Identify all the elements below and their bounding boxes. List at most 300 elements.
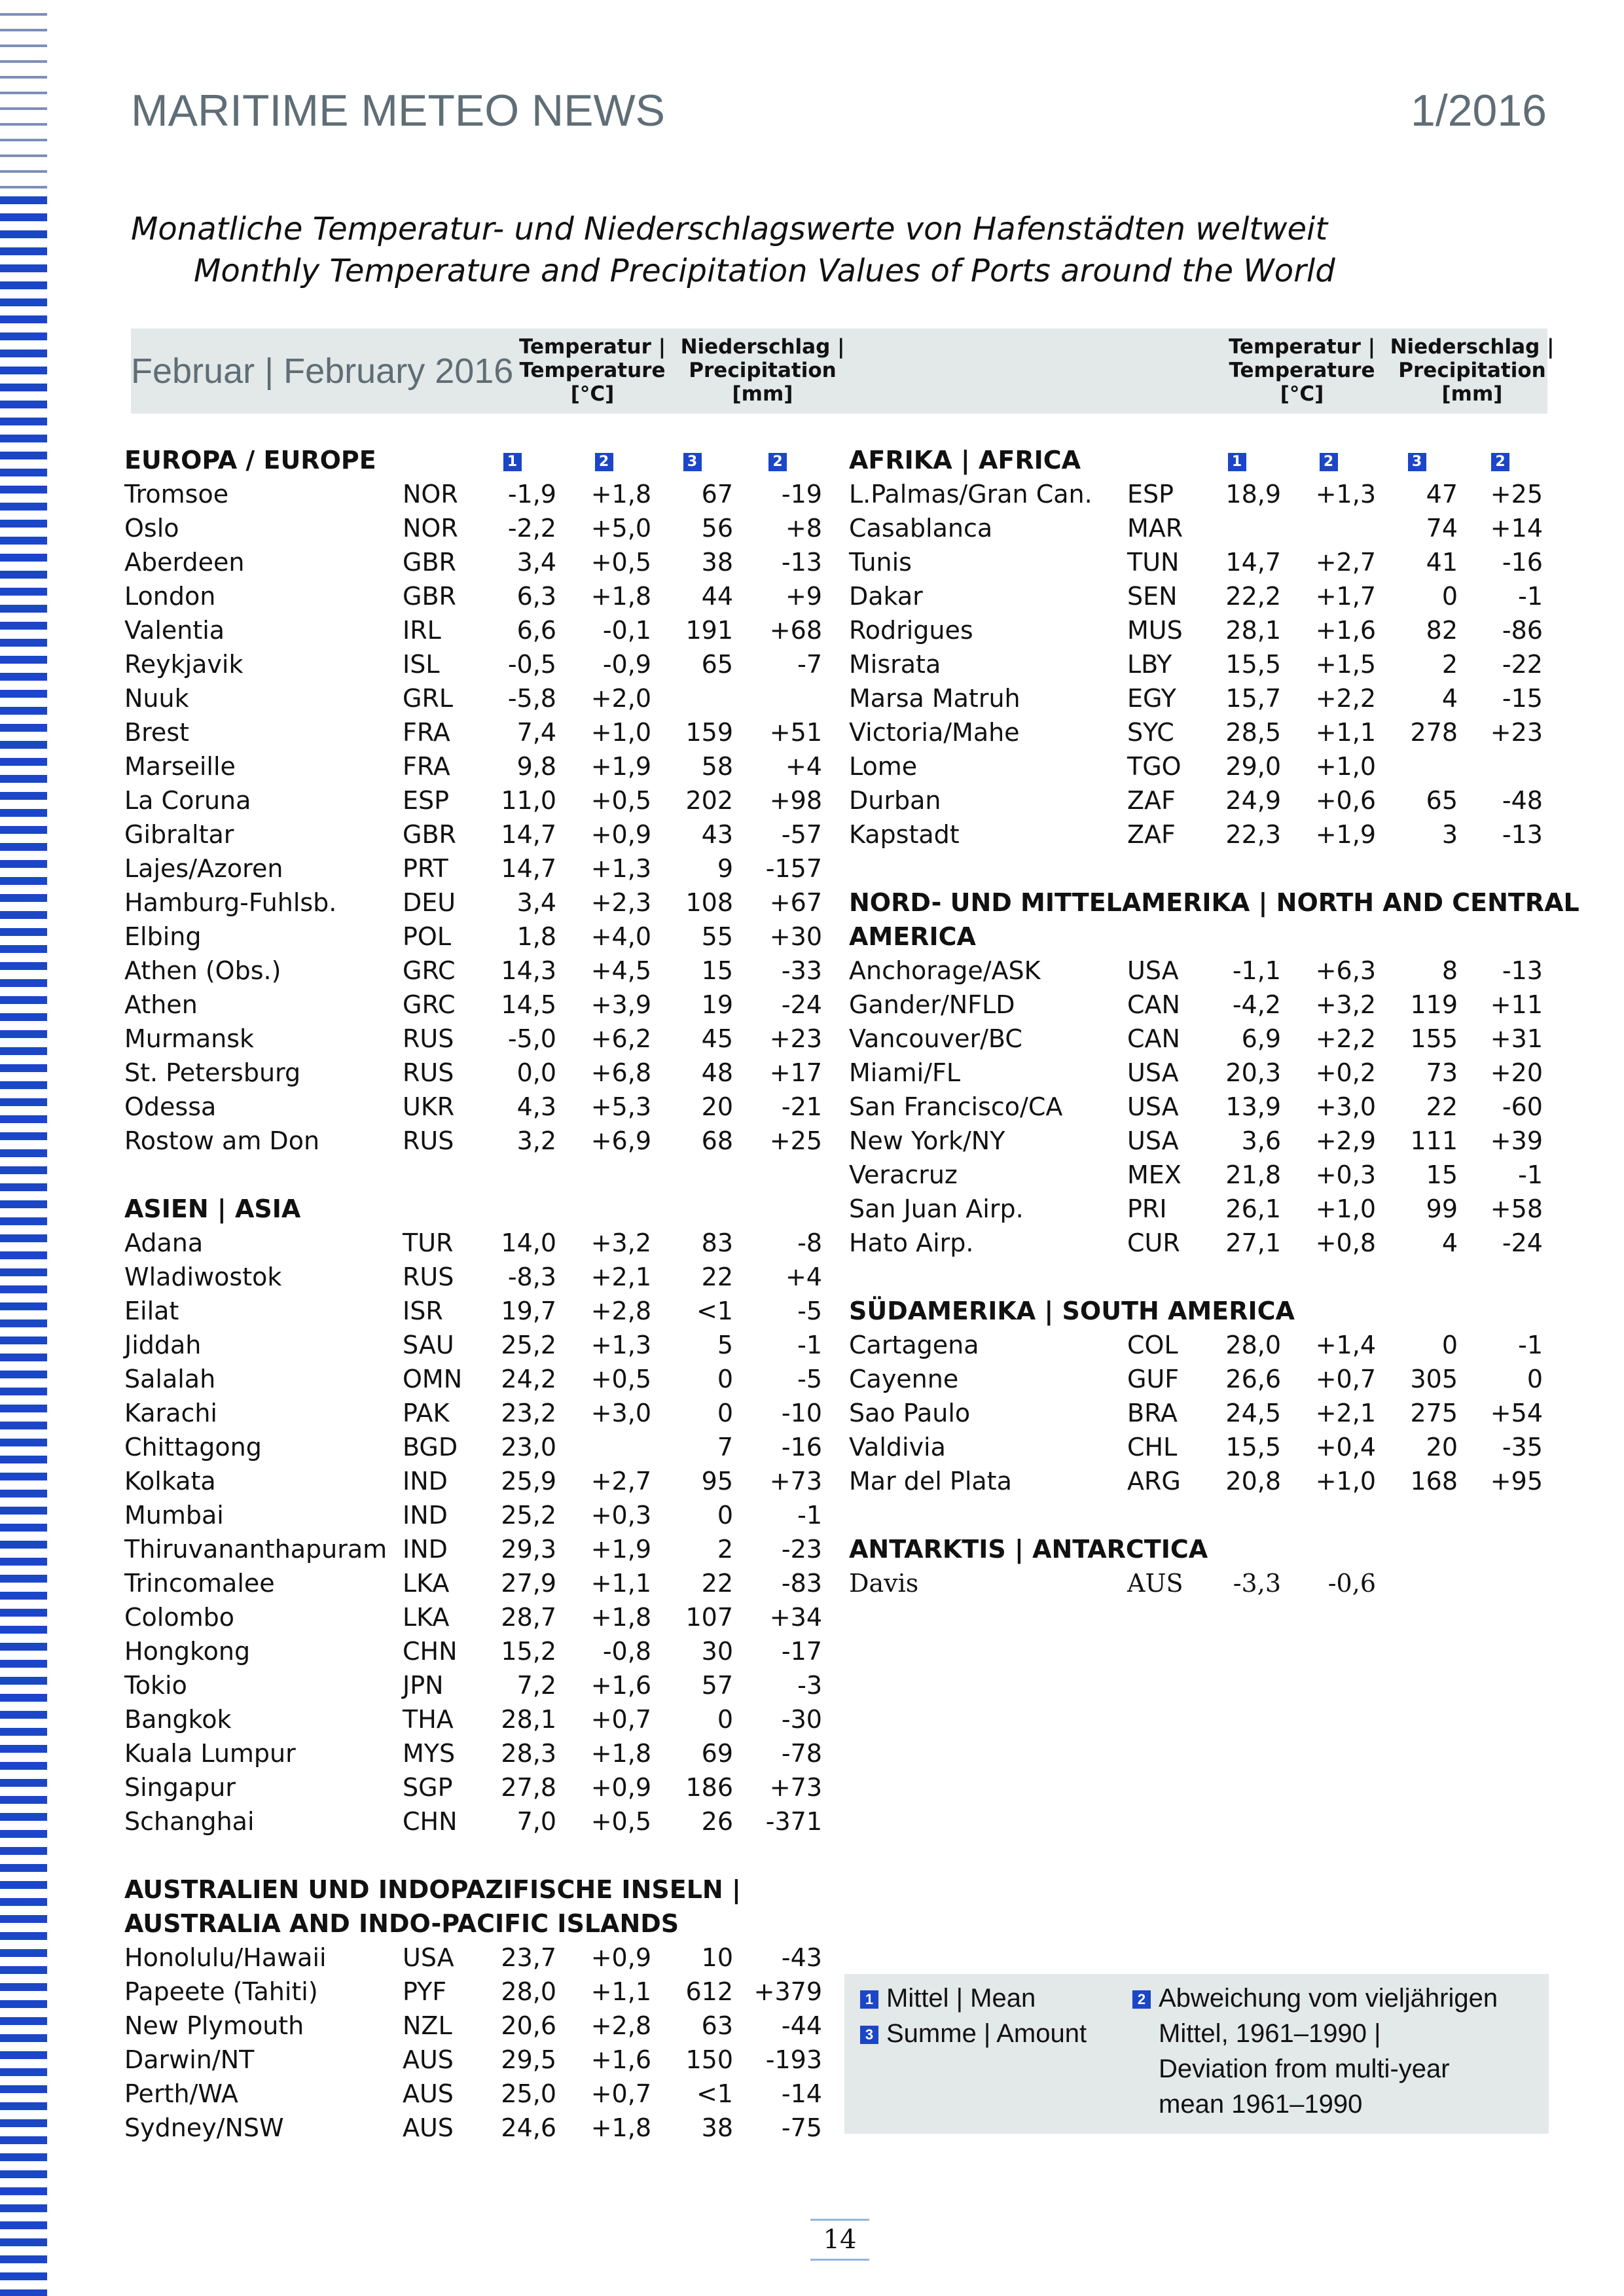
country-code: GRC — [403, 956, 456, 985]
station-name: Davis — [849, 1569, 919, 1598]
precipitation-deviation: +34 — [769, 1603, 822, 1632]
table-row — [124, 1362, 822, 1396]
precipitation-amount — [1376, 1566, 1458, 1600]
table-row — [849, 1124, 1543, 1158]
table-row — [124, 1056, 822, 1090]
temperature-deviation: +1,6 — [1315, 616, 1376, 645]
table-row — [849, 647, 1543, 681]
station-name: New Plymouth — [124, 2011, 304, 2040]
precipitation-deviation: -193 — [765, 2045, 822, 2074]
temperature-mean: 15,5 — [1225, 650, 1281, 679]
station-name: Salalah — [124, 1365, 216, 1393]
station-name: Lajes/Azoren — [124, 854, 283, 883]
precipitation-deviation: -43 — [781, 1943, 822, 1972]
country-code: FRA — [403, 752, 450, 781]
precipitation-deviation: +4 — [785, 752, 822, 781]
temperature-mean: 6,6 — [516, 616, 556, 645]
temperature-deviation: +0,9 — [590, 820, 651, 849]
precipitation-amount: 612 — [685, 1977, 733, 2006]
precipitation-amount: 191 — [685, 616, 733, 645]
station-name: Marseille — [124, 752, 236, 781]
precipitation-deviation: -1 — [1518, 1160, 1543, 1189]
precipitation-amount: 22 — [701, 1263, 733, 1291]
precipitation-amount: 22 — [1426, 1092, 1458, 1121]
temperature-deviation: +0,3 — [590, 1501, 651, 1530]
precipitation-deviation: -13 — [1502, 956, 1543, 985]
issue-number: 1/2016 — [1411, 86, 1547, 135]
precipitation-deviation: -22 — [1502, 650, 1543, 679]
table-row — [124, 783, 822, 817]
station-name: Lome — [849, 752, 918, 781]
temperature-deviation: -0,8 — [602, 1637, 651, 1666]
temperature-mean: 14,0 — [501, 1229, 556, 1257]
marker-3-icon: 3 — [683, 453, 702, 471]
precipitation-deviation: +68 — [769, 616, 822, 645]
temperature-mean: 27,8 — [501, 1773, 556, 1802]
precipitation-amount: 107 — [685, 1603, 733, 1632]
precip-label-unit: [mm] — [1441, 382, 1503, 406]
country-code: THA — [403, 1705, 454, 1734]
temperature-mean: 15,5 — [1225, 1433, 1281, 1462]
precipitation-deviation: +379 — [753, 1977, 822, 2006]
table-row — [124, 1975, 822, 2009]
table-row — [124, 1498, 822, 1532]
spacer-row — [849, 1260, 1543, 1294]
precipitation-deviation: +58 — [1490, 1194, 1543, 1223]
legend-deviation — [1132, 1981, 1498, 2016]
precipitation-deviation: +20 — [1490, 1058, 1543, 1087]
country-code: NOR — [403, 480, 458, 509]
spacer-row — [124, 1158, 822, 1192]
temperature-deviation: +0,3 — [1315, 1160, 1376, 1189]
section-header-row — [124, 1873, 822, 1907]
precipitation-amount: 22 — [701, 1569, 733, 1598]
precipitation-deviation: +8 — [785, 514, 822, 543]
right-table-body — [849, 443, 1579, 1600]
temperature-deviation: +3,0 — [590, 1399, 651, 1427]
section-title: ASIEN | ASIA — [124, 1194, 301, 1223]
temperature-mean: 22,2 — [1225, 582, 1281, 611]
temperature-mean: 14,7 — [501, 820, 556, 849]
temperature-mean: 26,1 — [1225, 1194, 1281, 1223]
station-name: Brest — [124, 718, 189, 747]
precipitation-amount: 55 — [701, 922, 733, 951]
temperature-deviation: +2,0 — [590, 684, 651, 713]
country-code: USA — [1127, 1058, 1179, 1087]
precipitation-deviation: -14 — [781, 2079, 822, 2108]
temperature-deviation: +3,2 — [590, 1229, 651, 1257]
temperature-mean: -8,3 — [507, 1263, 556, 1291]
precipitation-header-left — [674, 335, 851, 406]
temperature-mean: 28,3 — [501, 1739, 556, 1768]
precipitation-deviation: -15 — [1502, 684, 1543, 713]
country-code: SAU — [403, 1331, 454, 1359]
temperature-deviation: +0,7 — [1315, 1365, 1376, 1393]
temp-label-en: Temperature — [519, 359, 666, 382]
country-code: USA — [1127, 956, 1179, 985]
section-title: EUROPA / EUROPE — [124, 446, 376, 475]
station-name: Sydney/NSW — [124, 2113, 284, 2142]
station-name: Durban — [849, 786, 941, 815]
station-name: Eilat — [124, 1297, 179, 1325]
section-header-row — [124, 443, 822, 477]
legend-deviation-line-2: Mittel, 1961–1990 | — [1159, 2019, 1381, 2048]
empty-cell — [1127, 443, 1193, 477]
table-row — [124, 988, 822, 1022]
temperature-mean: 25,2 — [501, 1331, 556, 1359]
temperature-mean: -4,2 — [1232, 990, 1281, 1019]
precipitation-amount: 56 — [701, 514, 733, 543]
temperature-mean: 14,7 — [501, 854, 556, 883]
precipitation-deviation: +25 — [769, 1126, 822, 1155]
station-name: Elbing — [124, 922, 202, 951]
temperature-mean: 24,6 — [501, 2113, 556, 2142]
precipitation-amount: 48 — [701, 1058, 733, 1087]
temperature-mean: 3,4 — [516, 548, 556, 577]
precipitation-amount — [651, 681, 733, 715]
column-marker-cell — [556, 443, 651, 477]
legend-deviation-line-4: mean 1961–1990 — [1159, 2090, 1363, 2119]
country-code: TUN — [1127, 548, 1180, 577]
country-code: PRI — [1127, 1194, 1167, 1223]
table-row — [124, 1022, 822, 1056]
table-row — [124, 1294, 822, 1328]
temperature-deviation: +0,5 — [590, 1807, 651, 1836]
precipitation-deviation: +30 — [769, 922, 822, 951]
column-marker-cell — [1193, 443, 1281, 477]
country-code: MAR — [1127, 514, 1183, 543]
temperature-deviation: +1,0 — [590, 718, 651, 747]
temperature-mean: 4,3 — [516, 1092, 556, 1121]
table-row — [124, 1770, 822, 1804]
station-name: London — [124, 582, 216, 611]
temperature-mean: 23,0 — [501, 1433, 556, 1462]
table-row — [124, 1430, 822, 1464]
precip-label-de: Niederschlag | — [680, 335, 845, 359]
precipitation-deviation: -8 — [797, 1229, 822, 1257]
temperature-mean: -5,8 — [507, 684, 556, 713]
table-row — [124, 1566, 822, 1600]
table-row — [124, 749, 822, 783]
temperature-mean: 28,1 — [501, 1705, 556, 1734]
legend-amount — [860, 2016, 1087, 2051]
precipitation-deviation: -13 — [781, 548, 822, 577]
spacer-row — [849, 1498, 1543, 1532]
temperature-mean: 28,5 — [1225, 718, 1281, 747]
station-name: Tromsoe — [124, 480, 229, 509]
temperature-deviation: +1,8 — [590, 582, 651, 611]
table-row — [124, 1941, 822, 1975]
temp-label-de: Temperatur | — [518, 335, 666, 359]
precipitation-amount: 83 — [701, 1229, 733, 1257]
station-name: Athen (Obs.) — [124, 956, 281, 985]
table-row — [124, 1328, 822, 1362]
precipitation-amount: 58 — [701, 752, 733, 781]
temp-label-de: Temperatur | — [1228, 335, 1376, 359]
country-code: USA — [1127, 1126, 1179, 1155]
table-row — [124, 2111, 822, 2145]
table-row — [124, 2009, 822, 2043]
temperature-deviation: +1,8 — [590, 1603, 651, 1632]
temperature-deviation: +2,2 — [1315, 1024, 1376, 1053]
temperature-deviation: +5,3 — [590, 1092, 651, 1121]
table-row — [124, 920, 822, 954]
country-code: CAN — [1127, 1024, 1180, 1053]
precipitation-amount: 4 — [1441, 1229, 1458, 1257]
country-code: BGD — [403, 1433, 458, 1462]
country-code: ESP — [403, 786, 450, 815]
table-row — [849, 1328, 1543, 1362]
country-code: DEU — [403, 888, 456, 917]
station-name: Singapur — [124, 1773, 236, 1802]
precipitation-amount: 38 — [701, 548, 733, 577]
country-code: SEN — [1127, 582, 1178, 611]
station-name: Odessa — [124, 1092, 217, 1121]
precipitation-deviation: +9 — [785, 582, 822, 611]
precipitation-deviation: -21 — [781, 1092, 822, 1121]
precipitation-deviation: +31 — [1490, 1024, 1543, 1053]
temperature-mean: 24,5 — [1225, 1399, 1281, 1427]
table-row — [849, 954, 1543, 988]
precipitation-amount: 0 — [717, 1705, 733, 1734]
precipitation-amount: 99 — [1426, 1194, 1458, 1223]
station-name: Schanghai — [124, 1807, 255, 1836]
spacer-cell — [849, 1498, 1543, 1532]
station-name: Athen — [124, 990, 198, 1019]
precipitation-amount: 168 — [1410, 1467, 1458, 1496]
table-row — [124, 1736, 822, 1770]
country-code: TGO — [1127, 752, 1182, 781]
precipitation-deviation: -86 — [1502, 616, 1543, 645]
precipitation-deviation: -44 — [781, 2011, 822, 2040]
table-row — [124, 886, 822, 920]
temperature-mean: -2,2 — [507, 514, 556, 543]
temperature-mean: 21,8 — [1225, 1160, 1281, 1189]
country-code: MEX — [1127, 1160, 1182, 1189]
country-code: GBR — [403, 582, 456, 611]
table-row — [849, 817, 1543, 852]
country-code: CHL — [1127, 1433, 1178, 1462]
country-code: SYC — [1127, 718, 1174, 747]
country-code: USA — [403, 1943, 454, 1972]
temperature-deviation: +3,9 — [590, 990, 651, 1019]
precipitation-amount: 19 — [701, 990, 733, 1019]
precipitation-deviation: -23 — [781, 1535, 822, 1564]
temperature-deviation: +0,8 — [1315, 1229, 1376, 1257]
station-name: Rostow am Don — [124, 1126, 320, 1155]
country-code: EGY — [1127, 684, 1176, 713]
temperature-mean: 7,4 — [516, 718, 556, 747]
temperature-deviation: +1,7 — [1315, 582, 1376, 611]
temperature-deviation: +0,9 — [590, 1773, 651, 1802]
country-code: GBR — [403, 548, 456, 577]
spacer-cell — [124, 1839, 822, 1873]
station-name: Kolkata — [124, 1467, 216, 1496]
station-name: Rodrigues — [849, 616, 973, 645]
temperature-mean: 18,9 — [1225, 480, 1281, 509]
subtitle-german: Monatliche Temperatur- und Niederschlagswerte von Hafenstädten weltweit — [131, 211, 1328, 247]
precipitation-amount: 108 — [685, 888, 733, 917]
temperature-mean — [1193, 511, 1281, 545]
temperature-deviation: -0,1 — [602, 616, 651, 645]
temperature-mean: 25,0 — [501, 2079, 556, 2108]
temp-label-unit: [°C] — [570, 382, 615, 406]
country-code: MUS — [1127, 616, 1183, 645]
precipitation-amount: 82 — [1426, 616, 1458, 645]
temperature-deviation: +1,8 — [590, 2113, 651, 2142]
temperature-mean: 3,4 — [516, 888, 556, 917]
table-row — [124, 579, 822, 613]
table-row — [124, 1090, 822, 1124]
spacer-cell — [849, 1260, 1543, 1294]
station-name: San Francisco/CA — [849, 1092, 1063, 1121]
country-code: IND — [403, 1501, 448, 1530]
table-row — [849, 1056, 1543, 1090]
temperature-deviation: +3,0 — [1315, 1092, 1376, 1121]
section-header-row — [849, 1294, 1543, 1328]
country-code: RUS — [403, 1126, 454, 1155]
temperature-deviation: +2,7 — [1315, 548, 1376, 577]
temperature-deviation: +2,7 — [590, 1467, 651, 1496]
country-code: ESP — [1127, 480, 1174, 509]
temperature-mean: 15,2 — [501, 1637, 556, 1666]
table-row — [124, 613, 822, 647]
section-header-row — [849, 886, 1543, 920]
precipitation-amount: 65 — [1426, 786, 1458, 815]
station-name: Anchorage/ASK — [849, 956, 1041, 985]
temperature-deviation: -0,6 — [1327, 1569, 1376, 1598]
column-marker-cell — [651, 443, 733, 477]
temperature-mean: 22,3 — [1225, 820, 1281, 849]
station-name: Misrata — [849, 650, 941, 679]
station-name: Nuuk — [124, 684, 189, 713]
temperature-deviation: +1,0 — [1315, 1194, 1376, 1223]
precipitation-deviation: -7 — [797, 650, 822, 679]
country-code: AUS — [403, 2079, 454, 2108]
marker-2-icon: 2 — [595, 453, 613, 471]
temperature-mean: 25,2 — [501, 1501, 556, 1530]
temperature-mean: 1,8 — [516, 922, 556, 951]
temperature-deviation: +0,7 — [590, 2079, 651, 2108]
precipitation-deviation: +67 — [769, 888, 822, 917]
temperature-deviation: +0,6 — [1315, 786, 1376, 815]
temperature-mean: 6,3 — [516, 582, 556, 611]
column-marker-cell — [1281, 443, 1376, 477]
temperature-deviation: +5,0 — [590, 514, 651, 543]
temperature-mean: 7,2 — [516, 1671, 556, 1700]
marker-1-icon: 1 — [1228, 453, 1246, 471]
precipitation-amount: 111 — [1410, 1126, 1458, 1155]
country-code: POL — [403, 922, 451, 951]
table-row — [124, 2043, 822, 2077]
temperature-deviation: +1,4 — [1315, 1331, 1376, 1359]
country-code: OMN — [403, 1365, 463, 1393]
temperature-deviation: +0,7 — [590, 1705, 651, 1734]
precipitation-deviation: +25 — [1490, 480, 1543, 509]
station-name: Jiddah — [124, 1331, 202, 1359]
country-code: GRC — [403, 990, 456, 1019]
temperature-deviation: +1,9 — [590, 752, 651, 781]
precipitation-amount: 7 — [717, 1433, 733, 1462]
precipitation-deviation: -157 — [765, 854, 822, 883]
precipitation-deviation: -48 — [1502, 786, 1543, 815]
temperature-mean: 20,8 — [1225, 1467, 1281, 1496]
temperature-deviation: +2,9 — [1315, 1126, 1376, 1155]
temperature-deviation: +1,3 — [1315, 480, 1376, 509]
station-name: Sao Paulo — [849, 1399, 971, 1427]
precipitation-amount: 47 — [1426, 480, 1458, 509]
temperature-deviation: +1,6 — [590, 2045, 651, 2074]
temperature-header-left — [504, 335, 681, 406]
table-row — [849, 1430, 1543, 1464]
precip-label-en: Precipitation — [1398, 359, 1546, 382]
temperature-deviation: +6,8 — [590, 1058, 651, 1087]
section-header-row — [124, 1907, 822, 1941]
station-name: Hongkong — [124, 1637, 251, 1666]
country-code: ISR — [403, 1297, 443, 1325]
month-label: Februar | February 2016 — [131, 351, 514, 391]
temperature-deviation: +1,9 — [590, 1535, 651, 1564]
table-row — [124, 2077, 822, 2111]
precipitation-deviation: +11 — [1490, 990, 1543, 1019]
precipitation-amount: 275 — [1410, 1399, 1458, 1427]
precipitation-amount: 45 — [701, 1024, 733, 1053]
precipitation-amount: 150 — [685, 2045, 733, 2074]
precipitation-amount: 20 — [701, 1092, 733, 1121]
precipitation-amount: 2 — [717, 1535, 733, 1564]
temperature-deviation: +1,3 — [590, 1331, 651, 1359]
station-name: Kapstadt — [849, 820, 960, 849]
precipitation-amount: 0 — [717, 1399, 733, 1427]
station-name: Aberdeen — [124, 548, 245, 577]
table-row — [124, 1396, 822, 1430]
precipitation-amount — [1376, 749, 1458, 783]
spacer-cell — [849, 852, 1543, 886]
station-name: Reykjavik — [124, 650, 244, 679]
country-code: LKA — [403, 1603, 450, 1632]
spacer-cell — [124, 1158, 822, 1192]
precip-label-de: Niederschlag | — [1390, 335, 1555, 359]
precipitation-deviation: -24 — [1502, 1229, 1543, 1257]
section-title: AMERICA — [849, 922, 976, 951]
station-name: Dakar — [849, 582, 923, 611]
precipitation-deviation: -17 — [781, 1637, 822, 1666]
temperature-mean: 23,7 — [501, 1943, 556, 1972]
precipitation-amount: 73 — [1426, 1058, 1458, 1087]
table-row — [849, 1226, 1543, 1260]
temperature-mean: 7,0 — [516, 1807, 556, 1836]
precipitation-amount: 2 — [1441, 650, 1458, 679]
temperature-deviation: +6,3 — [1315, 956, 1376, 985]
station-name: San Juan Airp. — [849, 1194, 1024, 1223]
marker-2-icon: 2 — [1491, 453, 1509, 471]
precipitation-deviation: +14 — [1490, 514, 1543, 543]
temperature-deviation: +4,0 — [590, 922, 651, 951]
precipitation-deviation: -1 — [1518, 582, 1543, 611]
station-name: Gander/NFLD — [849, 990, 1015, 1019]
precipitation-deviation: +73 — [769, 1773, 822, 1802]
precipitation-amount: 67 — [701, 480, 733, 509]
station-name: Hamburg-Fuhlsb. — [124, 888, 337, 917]
temperature-deviation: +1,9 — [1315, 820, 1376, 849]
table-row — [124, 715, 822, 749]
precipitation-deviation: +51 — [769, 718, 822, 747]
precipitation-amount: 119 — [1410, 990, 1458, 1019]
legend-deviation-line-3: Deviation from multi-year — [1159, 2054, 1450, 2083]
precipitation-amount: 74 — [1426, 514, 1458, 543]
precipitation-amount: 20 — [1426, 1433, 1458, 1462]
station-name: Perth/WA — [124, 2079, 238, 2108]
